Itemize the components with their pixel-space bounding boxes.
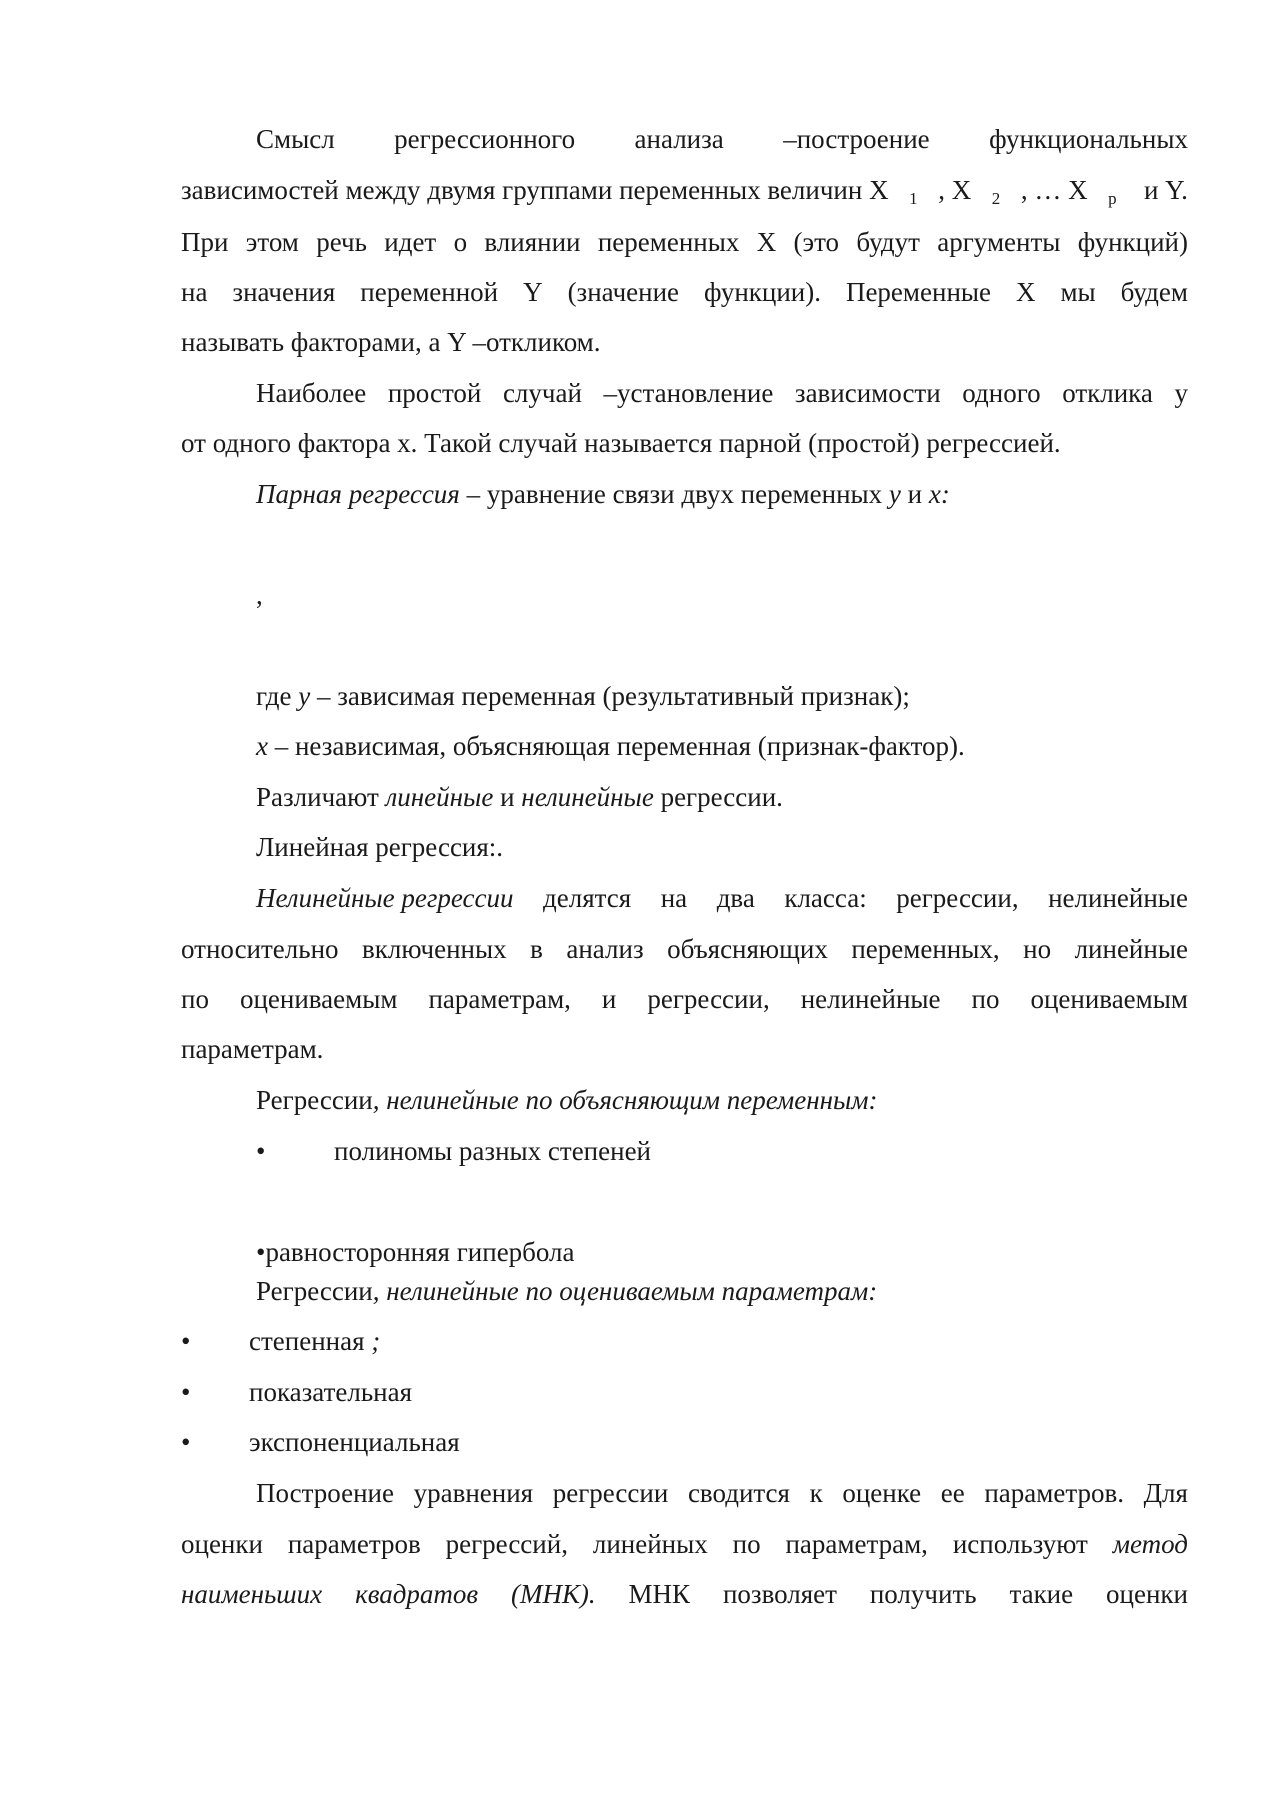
bullet-icon: • (256, 1237, 266, 1267)
para11-line3: наименьших квадратов (МНК). МНК позволяет получить такие оценки (181, 1579, 1188, 1609)
regressions-nonlinear-parameters: Регрессии, нелинейные по оцениваемым параметрам: (256, 1276, 878, 1306)
para1-line3: При этом речь идет о влиянии переменных Х (это будут аргументы функций) (181, 227, 1188, 257)
regressions-nonlinear-explanatory: Регрессии, нелинейные по объясняющим переменным: (256, 1085, 878, 1115)
bullet-polynomials: • полиномы разных степеней (256, 1136, 651, 1166)
para1-line4: на значения переменной Y (значение функции). Переменные Х мы будем (181, 277, 1188, 307)
para8-line3: по оцениваемым параметрам, и регрессии, нелинейные по оцениваемым (181, 984, 1188, 1014)
bullet-icon: • (181, 1427, 191, 1457)
bullet-power: • степенная ; (181, 1326, 381, 1356)
para8-line2: относительно включенных в анализ объясняющих переменных, но линейные (181, 934, 1188, 964)
para1-line2: зависимостей между двумя группами переменных величин Х $_1$ , Х $_2$ , … Х $_р$ и Y. (181, 175, 1188, 208)
linear-regression-line: Линейная регрессия:. (256, 832, 504, 862)
para8-line1: Нелинейные регрессии делятся на два класса: регрессии, нелинейные (256, 883, 1188, 913)
bullet-icon: • (181, 1326, 191, 1356)
para8-line4: параметрам. (181, 1034, 324, 1064)
para2-line2: от одного фактора х. Такой случай называется парной (простой) регрессией. (181, 428, 1061, 458)
bullet-hyperbola: •равносторонняя гипербола (256, 1237, 575, 1267)
bullet-icon: • (181, 1377, 191, 1407)
pair-regression-definition: Парная регрессия – уравнение связи двух переменных у и х: (256, 479, 950, 509)
para1-line1: Смысл регрессионного анализа –построение функциональных (256, 124, 1188, 154)
where-y-line: где у – зависимая переменная (результативный признак); (256, 681, 910, 711)
para2-line1: Наиболее простой случай –установление зависимости одного отклика у (256, 378, 1188, 408)
para1-line5: называть факторами, а Y –откликом. (181, 327, 601, 357)
bullet-exponential: • экспоненциальная (181, 1427, 460, 1457)
formula-comma: , (256, 580, 263, 610)
regression-types-line: Различают линейные и нелинейные регрессии. (256, 782, 783, 812)
bullet-exponential-indicative: • показательная (181, 1377, 413, 1407)
para11-line1: Построение уравнения регрессии сводится к оценке ее параметров. Для (256, 1478, 1188, 1508)
where-x-line: х – независимая, объясняющая переменная (признак-фактор). (256, 731, 965, 761)
bullet-icon: • (256, 1136, 266, 1166)
para11-line2: оценки параметров регрессий, линейных по параметрам, используют метод (181, 1529, 1188, 1559)
